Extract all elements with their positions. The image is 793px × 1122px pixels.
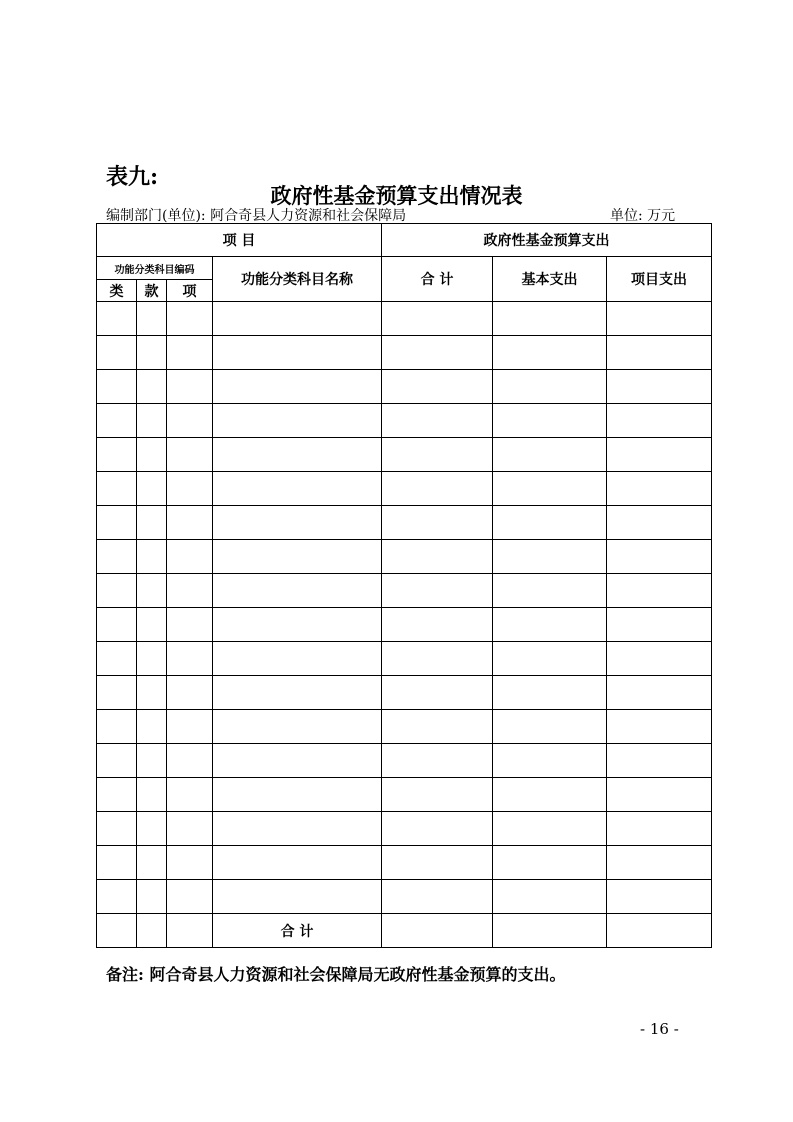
header-item: 项 目 bbox=[97, 224, 382, 257]
table-cell bbox=[213, 744, 382, 778]
table-cell bbox=[97, 370, 137, 404]
header-basic-expense: 基本支出 bbox=[493, 257, 607, 302]
table-row bbox=[97, 574, 712, 608]
table-cell bbox=[493, 880, 607, 914]
table-cell bbox=[213, 438, 382, 472]
table-cell bbox=[607, 336, 712, 370]
table-cell bbox=[97, 846, 137, 880]
table-cell bbox=[382, 744, 493, 778]
table-cell bbox=[167, 710, 213, 744]
header-row-1 bbox=[97, 224, 712, 257]
table-cell bbox=[382, 506, 493, 540]
page-number: - 16 - bbox=[640, 1020, 679, 1038]
table-cell bbox=[382, 438, 493, 472]
table-cell bbox=[493, 778, 607, 812]
total-row bbox=[97, 914, 712, 948]
table-cell bbox=[167, 540, 213, 574]
table-cell bbox=[213, 880, 382, 914]
table-row bbox=[97, 846, 712, 880]
table-cell bbox=[493, 744, 607, 778]
table-cell bbox=[97, 438, 137, 472]
table-cell bbox=[213, 472, 382, 506]
table-cell bbox=[493, 540, 607, 574]
table-cell bbox=[607, 438, 712, 472]
table-cell bbox=[137, 778, 167, 812]
table-cell bbox=[97, 574, 137, 608]
table-cell bbox=[607, 914, 712, 948]
table-row bbox=[97, 506, 712, 540]
table-row bbox=[97, 302, 712, 336]
table-cell bbox=[607, 540, 712, 574]
table-cell bbox=[97, 404, 137, 438]
table-cell bbox=[137, 370, 167, 404]
table-cell bbox=[382, 336, 493, 370]
table-cell bbox=[137, 336, 167, 370]
table-cell bbox=[137, 404, 167, 438]
table-cell bbox=[382, 370, 493, 404]
table-cell bbox=[382, 914, 493, 948]
table-row bbox=[97, 642, 712, 676]
table-cell bbox=[382, 302, 493, 336]
table-cell bbox=[213, 370, 382, 404]
table-cell bbox=[493, 846, 607, 880]
table-cell bbox=[137, 506, 167, 540]
table-cell bbox=[213, 608, 382, 642]
table-cell bbox=[607, 812, 712, 846]
document-title: 政府性基金预算支出情况表 bbox=[270, 183, 523, 208]
table-row bbox=[97, 540, 712, 574]
table-cell bbox=[167, 914, 213, 948]
table-cell bbox=[167, 506, 213, 540]
budget-table-body bbox=[97, 224, 712, 948]
table-cell bbox=[607, 608, 712, 642]
table-cell bbox=[493, 472, 607, 506]
table-cell bbox=[382, 642, 493, 676]
unit-label: 单位: 万元 bbox=[610, 208, 676, 224]
table-cell bbox=[97, 336, 137, 370]
table-row bbox=[97, 710, 712, 744]
table-cell bbox=[607, 472, 712, 506]
table-cell bbox=[382, 676, 493, 710]
table-row bbox=[97, 472, 712, 506]
table-cell bbox=[167, 438, 213, 472]
table-cell bbox=[607, 574, 712, 608]
header-project-expense: 项目支出 bbox=[607, 257, 712, 302]
table-cell bbox=[213, 778, 382, 812]
table-cell bbox=[213, 812, 382, 846]
table-cell bbox=[213, 676, 382, 710]
table-row bbox=[97, 404, 712, 438]
table-cell bbox=[213, 404, 382, 438]
table-cell bbox=[97, 472, 137, 506]
table-cell bbox=[137, 914, 167, 948]
table-cell bbox=[493, 642, 607, 676]
table-cell bbox=[493, 710, 607, 744]
table-cell bbox=[97, 812, 137, 846]
table-cell bbox=[493, 676, 607, 710]
table-cell bbox=[607, 676, 712, 710]
table-cell bbox=[493, 506, 607, 540]
table-cell bbox=[137, 608, 167, 642]
table-cell bbox=[607, 370, 712, 404]
header-section-expense: 政府性基金预算支出 bbox=[382, 224, 712, 257]
table-cell bbox=[382, 710, 493, 744]
table-cell bbox=[493, 404, 607, 438]
table-cell bbox=[493, 302, 607, 336]
table-cell bbox=[213, 540, 382, 574]
table-cell bbox=[607, 302, 712, 336]
table-cell bbox=[137, 540, 167, 574]
table-row bbox=[97, 880, 712, 914]
table-cell bbox=[607, 506, 712, 540]
table-cell bbox=[382, 608, 493, 642]
table-label: 表九: bbox=[106, 164, 159, 190]
table-cell bbox=[137, 472, 167, 506]
table-row bbox=[97, 676, 712, 710]
table-cell bbox=[382, 472, 493, 506]
table-cell bbox=[137, 438, 167, 472]
table-row bbox=[97, 608, 712, 642]
table-cell bbox=[167, 302, 213, 336]
table-cell bbox=[382, 540, 493, 574]
table-row bbox=[97, 336, 712, 370]
table-cell bbox=[213, 846, 382, 880]
header-lei: 类 bbox=[97, 280, 137, 302]
table-cell bbox=[137, 812, 167, 846]
table-cell bbox=[493, 812, 607, 846]
table-cell bbox=[493, 370, 607, 404]
header-xiang: 项 bbox=[167, 280, 213, 302]
table-cell bbox=[137, 574, 167, 608]
table-row bbox=[97, 778, 712, 812]
table-cell bbox=[167, 472, 213, 506]
table-row bbox=[97, 438, 712, 472]
table-cell bbox=[213, 574, 382, 608]
table-cell bbox=[137, 846, 167, 880]
header-function-name: 功能分类科目名称 bbox=[213, 257, 382, 302]
table-cell bbox=[167, 574, 213, 608]
table-cell bbox=[213, 642, 382, 676]
table-row bbox=[97, 744, 712, 778]
table-cell bbox=[382, 880, 493, 914]
table-cell bbox=[382, 778, 493, 812]
table-cell bbox=[137, 302, 167, 336]
table-cell bbox=[167, 846, 213, 880]
total-row-label: 合 计 bbox=[213, 914, 382, 948]
header-kuan: 款 bbox=[137, 280, 167, 302]
table-cell bbox=[493, 336, 607, 370]
table-cell bbox=[137, 642, 167, 676]
table-cell bbox=[167, 744, 213, 778]
table-cell bbox=[493, 438, 607, 472]
footnote: 备注: 阿合奇县人力资源和社会保障局无政府性基金预算的支出。 bbox=[106, 965, 566, 984]
table-cell bbox=[137, 880, 167, 914]
table-cell bbox=[167, 608, 213, 642]
table-cell bbox=[607, 846, 712, 880]
table-row bbox=[97, 370, 712, 404]
table-cell bbox=[382, 574, 493, 608]
table-cell bbox=[137, 744, 167, 778]
table-cell bbox=[607, 710, 712, 744]
table-row bbox=[97, 812, 712, 846]
table-cell bbox=[97, 778, 137, 812]
table-cell bbox=[607, 642, 712, 676]
table-cell bbox=[493, 914, 607, 948]
table-cell bbox=[97, 744, 137, 778]
header-row-2 bbox=[97, 257, 712, 280]
table-cell bbox=[97, 540, 137, 574]
budget-table bbox=[96, 223, 712, 948]
table-cell bbox=[213, 302, 382, 336]
table-cell bbox=[137, 710, 167, 744]
table-cell bbox=[167, 336, 213, 370]
table-cell bbox=[167, 370, 213, 404]
table-cell bbox=[607, 778, 712, 812]
table-cell bbox=[97, 608, 137, 642]
table-cell bbox=[213, 506, 382, 540]
table-cell bbox=[97, 914, 137, 948]
table-cell bbox=[97, 302, 137, 336]
table-cell bbox=[607, 880, 712, 914]
table-cell bbox=[167, 812, 213, 846]
table-cell bbox=[382, 404, 493, 438]
table-cell bbox=[213, 710, 382, 744]
table-cell bbox=[167, 642, 213, 676]
table-cell bbox=[97, 880, 137, 914]
table-cell bbox=[607, 404, 712, 438]
header-function-code: 功能分类科目编码 bbox=[97, 257, 213, 280]
table-cell bbox=[97, 506, 137, 540]
table-cell bbox=[382, 812, 493, 846]
table-cell bbox=[167, 404, 213, 438]
table-cell bbox=[137, 676, 167, 710]
table-cell bbox=[493, 574, 607, 608]
table-cell bbox=[167, 676, 213, 710]
table-cell bbox=[97, 676, 137, 710]
prepared-by-label: 编制部门(单位): 阿合奇县人力资源和社会保障局 bbox=[106, 208, 407, 224]
table-cell bbox=[213, 336, 382, 370]
table-cell bbox=[607, 744, 712, 778]
table-cell bbox=[97, 710, 137, 744]
header-total: 合 计 bbox=[382, 257, 493, 302]
table-cell bbox=[493, 608, 607, 642]
table-cell bbox=[382, 846, 493, 880]
table-cell bbox=[167, 778, 213, 812]
table-cell bbox=[97, 642, 137, 676]
table-cell bbox=[167, 880, 213, 914]
